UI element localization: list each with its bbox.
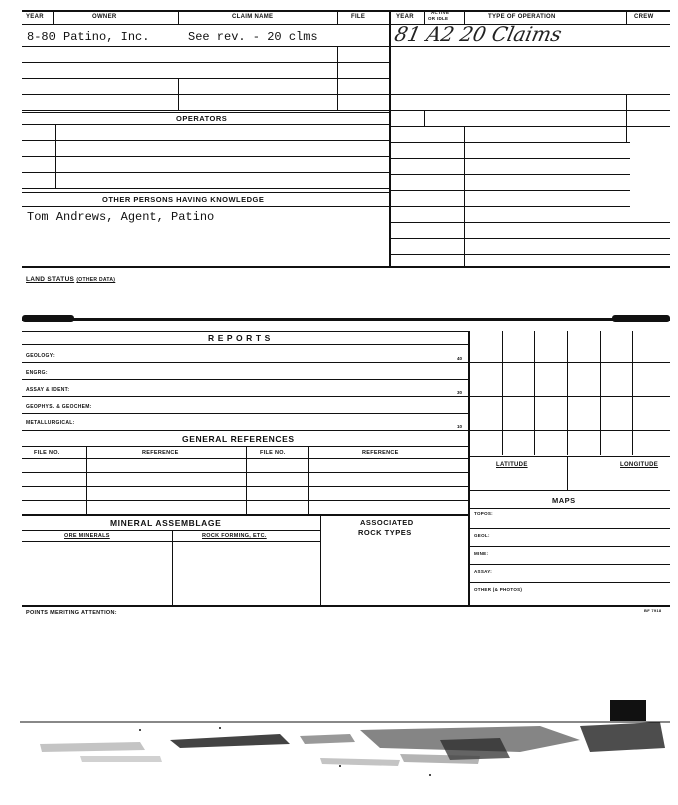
- header-claim-name: CLAIM NAME: [232, 14, 274, 20]
- mineral-assemblage-header: MINERAL ASSEMBLAGE: [110, 518, 222, 528]
- maps-assay: ASSAY:: [474, 569, 493, 574]
- col-reference-1: REFERENCE: [142, 450, 179, 456]
- maps-other: OTHER (& PHOTOS): [474, 587, 523, 592]
- col-file-no-2: FILE NO.: [260, 450, 286, 456]
- maps-mine: MINE:: [474, 551, 489, 556]
- section-divider: [22, 318, 670, 321]
- maps-geol: GEOL:: [474, 533, 490, 538]
- general-references-header: GENERAL REFERENCES: [182, 434, 295, 444]
- divider-smear-right: [612, 315, 670, 322]
- row1-year-owner: 8-80 Patino, Inc.: [27, 30, 150, 44]
- report-geology-num: 40: [457, 356, 463, 361]
- report-assay-num: 30: [457, 390, 463, 395]
- divider-smear-left: [22, 315, 74, 322]
- handwritten-entry: 81 A2 20 Claims: [392, 22, 564, 46]
- longitude-label: LONGITUDE: [620, 462, 659, 468]
- associated-rock-types-1: ASSOCIATED: [360, 518, 414, 527]
- header-file: FILE: [351, 14, 366, 20]
- land-status-title: LAND STATUS: [26, 276, 75, 283]
- report-engrg: ENGRG:: [26, 370, 48, 376]
- header-type-of-operation: TYPE OF OPERATION: [488, 14, 556, 20]
- row1-claim-name: See rev. - 20 clms: [188, 30, 318, 44]
- header-owner: OWNER: [92, 14, 117, 20]
- land-status-sublabel: (OTHER DATA): [76, 277, 116, 283]
- rock-forming-label: ROCK FORMING, ETC.: [202, 533, 267, 539]
- reports-header: R E P O R T S: [208, 333, 271, 343]
- report-metallurgical-num: 10: [457, 424, 463, 429]
- scan-noise: [20, 700, 670, 790]
- land-status-label: [26, 276, 115, 283]
- latitude-label: LATITUDE: [496, 462, 528, 468]
- maps-topos: TOPOS:: [474, 511, 493, 516]
- report-geophys: GEOPHYS. & GEOCHEM:: [26, 404, 92, 410]
- report-geology: GEOLOGY:: [26, 353, 55, 359]
- other-persons-value: Tom Andrews, Agent, Patino: [27, 210, 215, 224]
- header-year-2: YEAR: [396, 14, 414, 20]
- ore-minerals-label: ORE MINERALS: [64, 533, 110, 539]
- associated-rock-types-2: ROCK TYPES: [358, 528, 412, 537]
- col-file-no-1: FILE NO.: [34, 450, 60, 456]
- maps-header: MAPS: [552, 496, 576, 505]
- report-assay: ASSAY & IDENT:: [26, 387, 70, 393]
- operators-header: OPERATORS: [176, 114, 228, 123]
- col-reference-2: REFERENCE: [362, 450, 399, 456]
- header-crew: CREW: [634, 14, 654, 20]
- header-active: ACTIVE: [431, 10, 450, 15]
- report-metallurgical: METALLURGICAL:: [26, 420, 75, 426]
- form-number: BF 7918: [644, 608, 662, 613]
- other-persons-header: OTHER PERSONS HAVING KNOWLEDGE: [102, 195, 265, 204]
- header-year: YEAR: [26, 14, 44, 20]
- points-meriting-attention: POINTS MERITING ATTENTION:: [26, 610, 117, 616]
- header-or-idle: OR IDLE: [428, 16, 449, 21]
